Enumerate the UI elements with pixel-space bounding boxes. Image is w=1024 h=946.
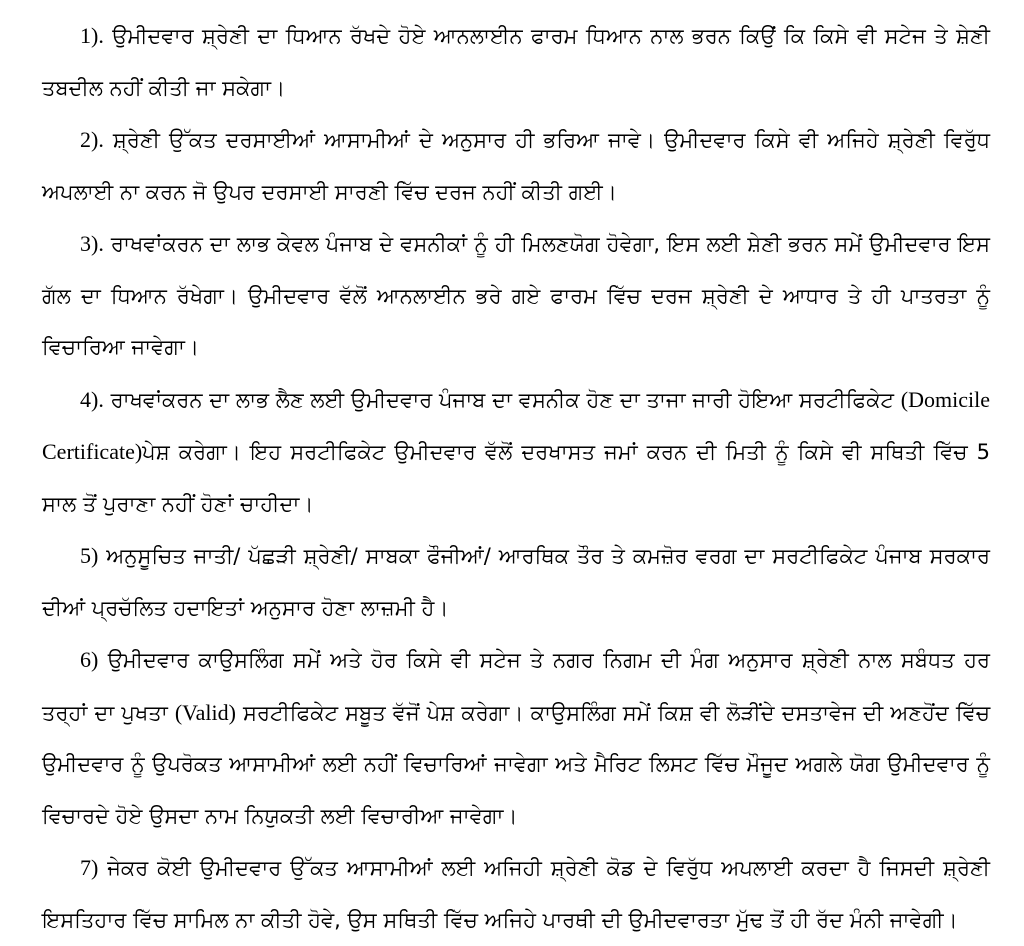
paragraph-text: ਰਾਖਵਾਂਕਰਨ ਦਾ ਲਾਭ ਲੈਣ ਲਈ ਉਮੀਦਵਾਰ ਪੰਜਾਬ ਦਾ ਵਸਨੀਕ ਹੋਣ ਦਾ ਤਾਜਾ ਜਾਰੀ ਹੋਇਆ ਸਰਟੀਫਿਕੇਟ — [110, 387, 901, 412]
paragraph-5 — [42, 530, 990, 634]
paragraph-3 — [42, 218, 990, 374]
paragraph-1 — [42, 10, 990, 114]
paragraph-text: ਉਮੀਦਵਾਰ ਕਾਉਸਲਿੰਗ ਸਮੇਂ ਅਤੇ ਹੋਰ ਕਿਸੇ ਵੀ ਸਟੇਜ ਤੇ ਨਗਰ ਨਿਗਮ ਦੀ ਮੰਗ ਅਨੁਸਾਰ ਸ਼੍ਰੇਣੀ ਨਾਲ ਸਬੰਧਤ ਹਰ ਤਰ੍ਹਾਂ ਦਾ ਪੁਖਤਾ — [42, 648, 990, 725]
paragraph-number: 5) — [80, 543, 99, 568]
paragraph-number: 3). — [80, 231, 104, 256]
paragraph-text: ਰਾਖਵਾਂਕਰਨ ਦਾ ਲਾਭ ਕੇਵਲ ਪੰਜਾਬ ਦੇ ਵਸਨੀਕਾਂ ਨੂੰ ਹੀ ਮਿਲਣਯੋਗ ਹੋਵੇਗਾ, ਇਸ ਲਈ ਸ਼ੇਣੀ ਭਰਨ ਸਮੇਂ ਉਮੀਦਵਾਰ ਇਸ ਗੱਲ ਦਾ ਧਿਆਨ ਰੱਖੇਗਾ। ਉਮੀਦਵਾਰ ਵੱਲੋਂ ਆਨਲਾਈਨ ਭਰੇ ਗਏ ਫਾਰਮ ਵਿੱਚ ਦਰਜ ਸ਼੍ਰੇਣੀ ਦੇ ਆਧਾਰ ਤੇ ਹੀ ਪਾਤਰਤਾ ਨੂੰ ਵਿਚਾਰਿਆ ਜਾਵੇਗਾ। — [42, 232, 990, 359]
paragraph-number: 4). — [80, 386, 104, 412]
paragraph-number: 6) — [80, 647, 99, 672]
paragraph-text-continued: ਪੇਸ਼ ਕਰੇਗਾ। ਇਹ ਸਰਟੀਫਿਕੇਟ ਉਮੀਦਵਾਰ ਵੱਲੋਂ ਦਰਖਾਸਤ ਜਮਾਂ ਕਰਨ ਦੀ ਮਿਤੀ ਨੂੰ ਕਿਸੇ ਵੀ ਸਥਿਤੀ ਵਿੱਚ 5 ਸਾਲ ਤੋਂ ਪੁਰਾਣਾ ਨਹੀਂ ਹੋਣਾਂ ਚਾਹੀਦਾ। — [42, 440, 990, 516]
paragraph-text: ਉਮੀਦਵਾਰ ਸ਼੍ਰੇਣੀ ਦਾ ਧਿਆਨ ਰੱਖਦੇ ਹੋਏ ਆਨਲਾਈਨ ਫਾਰਮ ਧਿਆਨ ਨਾਲ ਭਰਨ ਕਿਉਂ ਕਿ ਕਿਸੇ ਵੀ ਸਟੇਜ ਤੇ ਸ਼ੇਣੀ ਤਬਦੀਲ ਨਹੀਂ ਕੀਤੀ ਜਾ ਸਕੇਗਾ। — [42, 24, 990, 100]
paragraph-7 — [42, 842, 990, 946]
paragraph-number: 2). — [80, 127, 104, 152]
valid-term: (Valid) — [174, 699, 236, 725]
paragraph-number: 7) — [80, 855, 99, 880]
paragraph-6 — [42, 634, 990, 842]
paragraph-2 — [42, 114, 990, 218]
paragraph-text: ਜੇਕਰ ਕੋਈ ਉਮੀਦਵਾਰ ਉੱਕਤ ਆਸਾਮੀਆਂ ਲਈ ਅਜਿਹੀ ਸ਼੍ਰੇਣੀ ਕੋਡ ਦੇ ਵਿਰੁੱਧ ਅਪਲਾਈ ਕਰਦਾ ਹੈ ਜਿਸਦੀ ਸ਼੍ਰੇਣੀ ਇਸਤਿਹਾਰ ਵਿੱਚ ਸਾਮਿਲ ਨਾ ਕੀਤੀ ਹੋਵੇ, ਉਸ ਸਥਿਤੀ ਵਿੱਚ ਅਜਿਹੇ ਪਾਰਥੀ ਦੀ ਉਮੀਦਵਾਰਤਾ ਮੁੱਢ ਤੋਂ ਹੀ ਰੱਦ ਮੰਨੀ ਜਾਵੇਗੀ। — [42, 856, 990, 932]
paragraph-number: 1). — [80, 23, 104, 48]
paragraph-text: ਸ਼੍ਰੇਣੀ ਉੱਕਤ ਦਰਸਾਈਆਂ ਆਸਾਮੀਆਂ ਦੇ ਅਨੁਸਾਰ ਹੀ ਭਰਿਆ ਜਾਵੇ। ਉਮੀਦਵਾਰ ਕਿਸੇ ਵੀ ਅਜਿਹੇ ਸ਼੍ਰੇਣੀ ਵਿਰੁੱਧ ਅਪਲਾਈ ਨਾ ਕਰਨ ਜੋ ਉਪਰ ਦਰਸਾਈ ਸਾਰਣੀ ਵਿੱਚ ਦਰਜ ਨਹੀਂ ਕੀਤੀ ਗਈ। — [42, 128, 990, 204]
paragraph-text: ਅਨੁਸੂਚਿਤ ਜਾਤੀ/ ਪੱਛੜੀ ਸ਼੍ਰੇਣੀ/ ਸਾਬਕਾ ਫੌਜੀਆਂ/ ਆਰਥਿਕ ਤੌਰ ਤੇ ਕਮਜ਼ੋਰ ਵਰਗ ਦਾ ਸਰਟੀਫਿਕੇਟ ਪੰਜਾਬ ਸਰਕਾਰ ਦੀਆਂ ਪ੍ਰਚੱਲਿਤ ਹਦਾਇਤਾਂ ਅਨੁਸਾਰ ਹੋਣਾ ਲਾਜ਼ਮੀ ਹੈ। — [42, 544, 990, 620]
paragraph-4 — [42, 374, 990, 531]
paragraph-text-continued: ਸਰਟੀਫਿਕੇਟ ਸਬੂਤ ਵੱਜੋਂ ਪੇਸ਼ ਕਰੇਗਾ। ਕਾਉਸਲਿੰਗ ਸਮੇਂ ਕਿਸ਼ ਵੀ ਲੋੜੀਂਦੇ ਦਸਤਾਵੇਜ ਦੀ ਅਣਹੋਂਦ ਵਿੱਚ ਉਮੀਦਵਾਰ ਨੂੰ ਉਪਰੋਕਤ ਆਸਾਮੀਆਂ ਲਈ ਨਹੀਂ ਵਿਚਾਰਿਆਂ ਜਾਵੇਗਾ ਅਤੇ ਮੈਰਿਟ ਲਿਸਟ ਵਿੱਚ ਮੌਜੂਦ ਅਗਲੇ ਯੋਗ ਉਮੀਦਵਾਰ ਨੂੰ ਵਿਚਾਰਦੇ ਹੋਏ ਉਸਦਾ ਨਾਮ ਨਿਯੁਕਤੀ ਲਈ ਵਿਚਾਰੀਆ ਜਾਵੇਗਾ। — [42, 700, 990, 828]
domicile-certificate-term: (Domicile Certificate) — [42, 386, 990, 464]
